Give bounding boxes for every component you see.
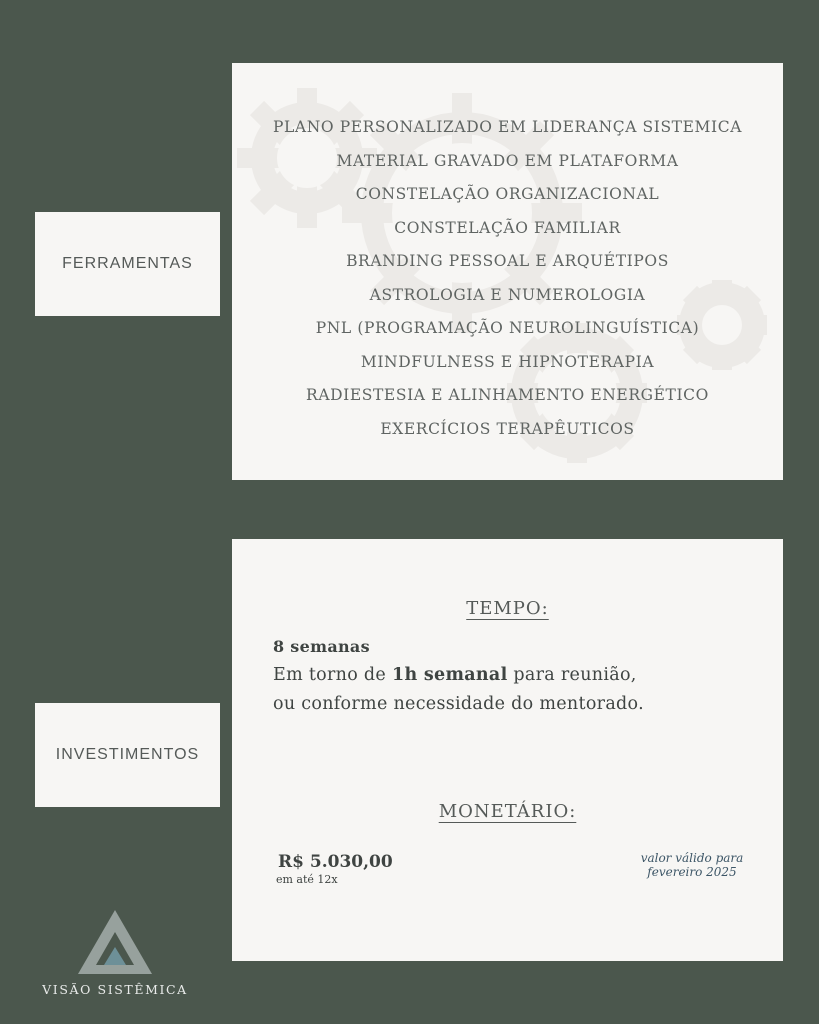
validity-note: valor válido para fevereiro 2025 xyxy=(640,851,744,879)
tools-list xyxy=(232,115,783,450)
time-description xyxy=(273,632,763,719)
list-item: EXERCÍCIOS TERAPÊUTICOS xyxy=(380,419,635,438)
weekly-hours: 1h semanal xyxy=(391,665,508,685)
list-item: PLANO PERSONALIZADO EM LIDERANÇA SISTEMICA xyxy=(273,118,742,136)
meeting-frequency: Em torno de 1h semanal para reunião, xyxy=(273,665,637,685)
money-heading: MONETÁRIO: xyxy=(438,801,577,822)
investment-label-box xyxy=(35,703,220,807)
meeting-note: ou conforme necessidade do mentorado. xyxy=(273,694,644,714)
list-item: ASTROLOGIA E NUMEROLOGIA xyxy=(369,285,646,304)
investment-card xyxy=(232,539,783,961)
tools-label: FERRAMENTAS xyxy=(62,255,193,272)
list-item: BRANDING PESSOAL E ARQUÉTIPOS xyxy=(346,252,669,270)
tools-card xyxy=(232,63,783,480)
investment-label: INVESTIMENTOS xyxy=(55,746,200,763)
installments: em até 12x xyxy=(276,873,338,886)
price: R$ 5.030,00 xyxy=(278,852,393,872)
time-heading: TEMPO: xyxy=(466,598,549,619)
brand-name: VISÃO SISTÊMICA xyxy=(42,982,188,997)
list-item: CONSTELAÇÃO ORGANIZACIONAL xyxy=(355,185,660,203)
list-item: RADIESTESIA E ALINHAMENTO ENERGÉTICO xyxy=(306,386,709,404)
triangle-logo-icon xyxy=(76,908,154,976)
list-item: CONSTELAÇÃO FAMILIAR xyxy=(394,218,621,237)
duration: 8 semanas xyxy=(273,637,370,656)
list-item: MINDFULNESS E HIPNOTERAPIA xyxy=(360,352,655,371)
list-item: PNL (PROGRAMAÇÃO NEUROLINGUÍSTICA) xyxy=(315,319,700,337)
tools-label-box xyxy=(35,212,220,316)
list-item: MATERIAL GRAVADO EM PLATAFORMA xyxy=(336,151,679,170)
